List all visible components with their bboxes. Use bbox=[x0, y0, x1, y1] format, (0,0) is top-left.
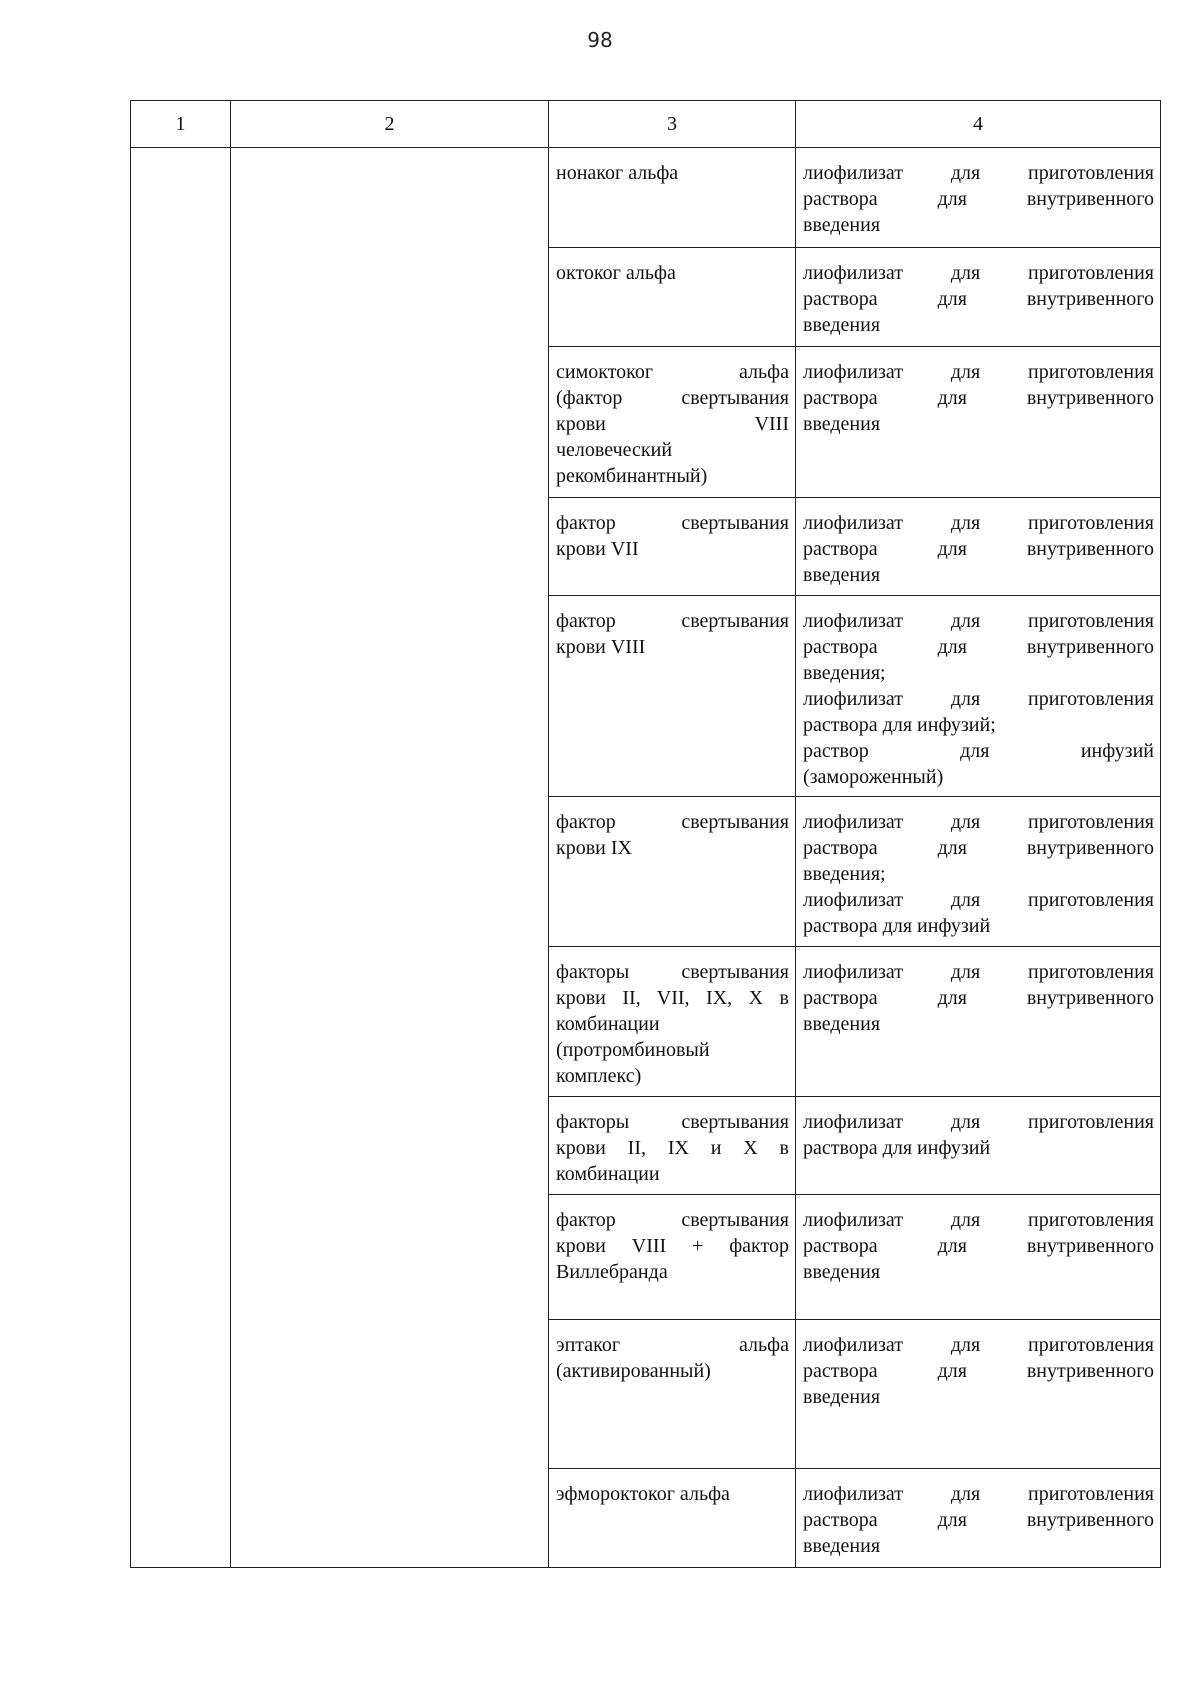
cell-text-line: введения bbox=[803, 413, 881, 435]
table-header bbox=[131, 101, 1161, 148]
drug-name-cell bbox=[549, 596, 796, 797]
col2-merged-cell bbox=[231, 148, 549, 1568]
col1-merged-cell bbox=[131, 148, 231, 1568]
cell-text-line: крови II, VII, IX, X в bbox=[556, 987, 789, 1009]
cell-text-line: лиофилизат для приготовления bbox=[803, 1334, 1154, 1356]
cell-text-line: лиофилизат для приготовления bbox=[803, 961, 1154, 983]
cell-text-line: октоког альфа bbox=[556, 262, 676, 284]
cell-text-line: симоктоког альфа bbox=[556, 361, 789, 383]
drug-name-cell bbox=[549, 347, 796, 498]
cell-text-line: введения bbox=[803, 1386, 881, 1408]
page-number: 98 bbox=[587, 28, 613, 52]
cell-text-line: лиофилизат для приготовления bbox=[803, 811, 1154, 833]
cell-text-line: лиофилизат для приготовления bbox=[803, 512, 1154, 534]
drug-name-cell bbox=[549, 947, 796, 1097]
cell-text-line: введения; bbox=[803, 662, 886, 684]
cell-text-line: введения bbox=[803, 564, 881, 586]
header-col-2: 2 bbox=[231, 101, 549, 148]
cell-text-line: рекомбинантный) bbox=[556, 465, 708, 487]
cell-text-line: раствора для внутривенного bbox=[803, 987, 1154, 1009]
cell-text-line: крови VIII bbox=[556, 636, 646, 658]
cell-text-line: нонаког альфа bbox=[556, 162, 679, 184]
cell-text-line: факторы свертывания bbox=[556, 1111, 789, 1133]
drug-name-cell bbox=[549, 248, 796, 347]
drug-name-cell bbox=[549, 1469, 796, 1568]
cell-text-line: лиофилизат для приготовления bbox=[803, 262, 1154, 284]
cell-text-line: комплекс) bbox=[556, 1065, 642, 1087]
dosage-form-cell bbox=[796, 947, 1161, 1097]
drug-name-cell bbox=[549, 498, 796, 596]
table-row bbox=[131, 148, 1161, 248]
cell-text-line: раствора для инфузий; bbox=[803, 714, 996, 736]
drug-name-cell bbox=[549, 148, 796, 248]
cell-text-line: введения; bbox=[803, 863, 886, 885]
cell-text-line: введения bbox=[803, 214, 881, 236]
dosage-form-cell bbox=[796, 1097, 1161, 1195]
cell-text-line: (активированный) bbox=[556, 1360, 711, 1382]
cell-text-line: лиофилизат для приготовления bbox=[803, 1483, 1154, 1505]
cell-text-line: раствор для инфузий bbox=[803, 740, 1154, 762]
cell-text-line: раствора для инфузий bbox=[803, 1137, 991, 1159]
cell-text-line: раствора для внутривенного bbox=[803, 188, 1154, 210]
header-row bbox=[131, 101, 1161, 148]
cell-text-line: раствора для внутривенного bbox=[803, 837, 1154, 859]
drug-name-cell bbox=[549, 797, 796, 947]
dosage-form-cell bbox=[796, 1320, 1161, 1469]
dosage-form-cell bbox=[796, 797, 1161, 947]
cell-text-line: эфмороктоког альфа bbox=[556, 1483, 730, 1505]
drug-name-cell bbox=[549, 1097, 796, 1195]
drug-name-cell bbox=[549, 1195, 796, 1320]
drug-table bbox=[130, 100, 1161, 1568]
header-col-1: 1 bbox=[131, 101, 231, 148]
cell-text-line: фактор свертывания bbox=[556, 610, 789, 632]
cell-text-line: введения bbox=[803, 314, 881, 336]
cell-text-line: Виллебранда bbox=[556, 1261, 668, 1283]
cell-text-line: введения bbox=[803, 1013, 881, 1035]
drug-name-cell bbox=[549, 1320, 796, 1469]
dosage-form-cell bbox=[796, 1195, 1161, 1320]
cell-text-line: лиофилизат для приготовления bbox=[803, 162, 1154, 184]
cell-text-line: лиофилизат для приготовления bbox=[803, 889, 1154, 911]
cell-text-line: раствора для внутривенного bbox=[803, 1235, 1154, 1257]
cell-text-line: фактор свертывания bbox=[556, 1209, 789, 1231]
cell-text-line: крови II, IX и X в bbox=[556, 1137, 789, 1159]
dosage-form-cell bbox=[796, 498, 1161, 596]
cell-text-line: раствора для инфузий bbox=[803, 915, 991, 937]
cell-text-line: лиофилизат для приготовления bbox=[803, 688, 1154, 710]
cell-text-line: крови VIII bbox=[556, 413, 789, 435]
cell-text-line: человеческий bbox=[556, 439, 673, 461]
table-body bbox=[131, 148, 1161, 1568]
cell-text-line: крови VIII + фактор bbox=[556, 1235, 789, 1257]
cell-text-line: раствора для внутривенного bbox=[803, 538, 1154, 560]
cell-text-line: лиофилизат для приготовления bbox=[803, 361, 1154, 383]
cell-text-line: факторы свертывания bbox=[556, 961, 789, 983]
dosage-form-cell bbox=[796, 248, 1161, 347]
dosage-form-cell bbox=[796, 347, 1161, 498]
cell-text-line: фактор свертывания bbox=[556, 811, 789, 833]
dosage-form-cell bbox=[796, 148, 1161, 248]
cell-text-line: раствора для внутривенного bbox=[803, 387, 1154, 409]
header-col-4: 4 bbox=[796, 101, 1161, 148]
cell-text-line: раствора для внутривенного bbox=[803, 1509, 1154, 1531]
cell-text-line: (замороженный) bbox=[803, 766, 944, 788]
cell-text-line: раствора для внутривенного bbox=[803, 636, 1154, 658]
dosage-form-cell bbox=[796, 1469, 1161, 1568]
cell-text-line: эптаког альфа bbox=[556, 1334, 789, 1356]
cell-text-line: лиофилизат для приготовления bbox=[803, 1111, 1154, 1133]
cell-text-line: раствора для внутривенного bbox=[803, 1360, 1154, 1382]
cell-text-line: фактор свертывания bbox=[556, 512, 789, 534]
cell-text-line: крови IX bbox=[556, 837, 632, 859]
cell-text-line: введения bbox=[803, 1535, 881, 1557]
cell-text-line: раствора для внутривенного bbox=[803, 288, 1154, 310]
header-col-3: 3 bbox=[549, 101, 796, 148]
cell-text-line: (фактор свертывания bbox=[556, 387, 789, 409]
dosage-form-cell bbox=[796, 596, 1161, 797]
cell-text-line: комбинации bbox=[556, 1163, 660, 1185]
cell-text-line: крови VII bbox=[556, 538, 639, 560]
cell-text-line: лиофилизат для приготовления bbox=[803, 1209, 1154, 1231]
cell-text-line: лиофилизат для приготовления bbox=[803, 610, 1154, 632]
cell-text-line: комбинации bbox=[556, 1013, 660, 1035]
cell-text-line: (протромбиновый bbox=[556, 1039, 710, 1061]
cell-text-line: введения bbox=[803, 1261, 881, 1283]
